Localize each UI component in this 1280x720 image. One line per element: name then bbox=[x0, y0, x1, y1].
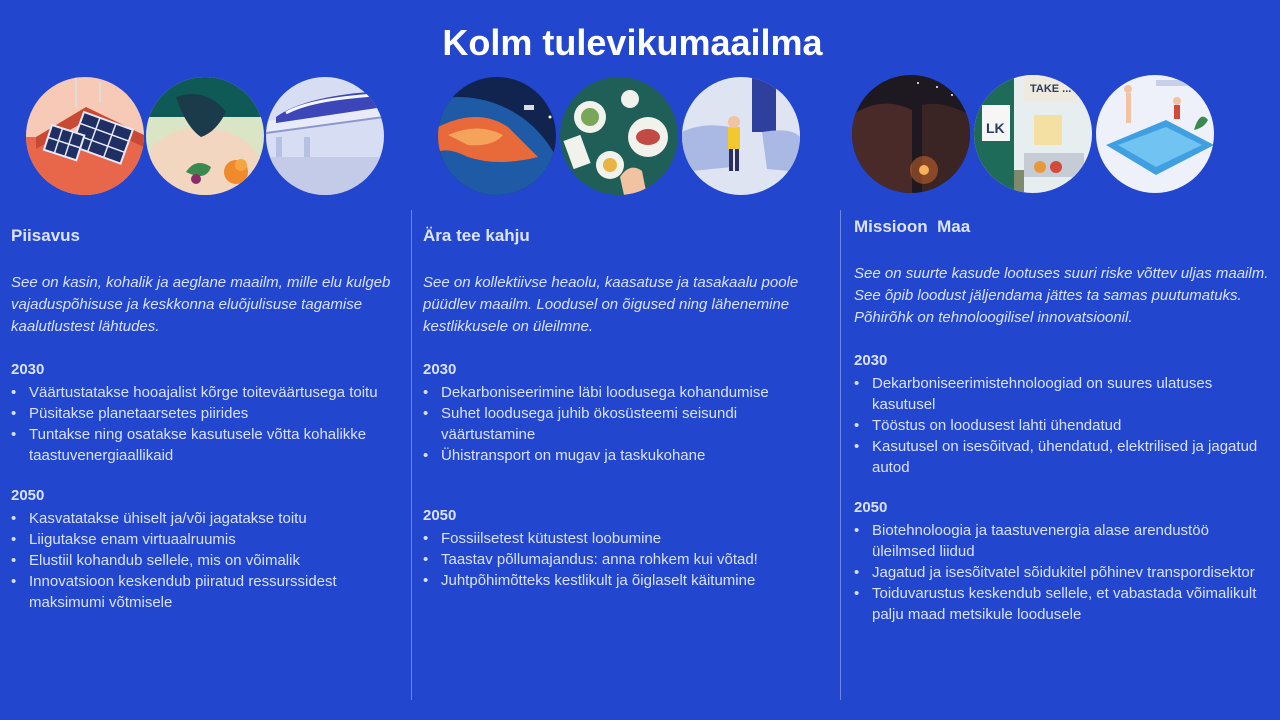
year-label: 2050 bbox=[854, 499, 888, 516]
night-sky-campfire-image bbox=[852, 75, 970, 193]
vehicles-image bbox=[682, 77, 800, 195]
column-missioon-maa bbox=[854, 217, 1269, 645]
column-ara-tee-kahju bbox=[423, 226, 823, 611]
column-heading: Ära tee kahju bbox=[423, 226, 530, 245]
list-item: • Püsitakse planetaarsetes piirides bbox=[11, 403, 411, 424]
supermarket-sign-text: TAKE ... bbox=[1030, 83, 1072, 95]
food-table-image bbox=[560, 77, 678, 195]
list-item: • Elustiil kohandub sellele, mis on võimalik bbox=[11, 550, 411, 571]
column-heading: Missioon Maa bbox=[854, 217, 971, 236]
column-description: See on kollektiivse heaolu, kaasatuse ja tasakaalu poole püüdlev maailm. Loodusel on õigused ning lähenemine kestlikkusele on üleilmne. bbox=[423, 274, 799, 335]
solar-panels-image bbox=[26, 77, 144, 195]
column-divider-2 bbox=[840, 210, 841, 700]
year-label: 2050 bbox=[423, 507, 457, 524]
column-divider-1 bbox=[411, 210, 412, 700]
list-item: • Innovatsioon keskendub piiratud ressurssidest maksimumi võtmisele bbox=[11, 571, 411, 613]
year-label: 2030 bbox=[11, 361, 45, 378]
column-piisavus bbox=[11, 226, 411, 633]
bullet-list bbox=[11, 508, 411, 613]
bullet-list bbox=[11, 382, 411, 466]
bullet-list bbox=[854, 373, 1269, 478]
list-item: • Kasutusel on isesõitvad, ühendatud, elektrilised ja jagatud autod bbox=[854, 436, 1269, 478]
list-item: • Juhtpõhimõtteks kestlikult ja õiglaselt käitumine bbox=[423, 570, 823, 591]
list-item: • Jagatud ja isesõitvatel sõidukitel põhinev transpordisektor bbox=[854, 562, 1269, 583]
column-description: See on kasin, kohalik ja aeglane maailm, mille elu kulgeb vajaduspõhisuse ja keskkonna eluõjulisuse tagamise kaalutlustest lähtudes. bbox=[11, 274, 391, 335]
list-item: • Dekarboniseerimine läbi loodusega kohandumise bbox=[423, 382, 823, 403]
list-item: • Biotehnoloogia ja taastuvenergia alase arendustöö üleilmsed liidud bbox=[854, 520, 1269, 562]
list-item: • Liigutakse enam virtuaalruumis bbox=[11, 529, 411, 550]
year-label: 2030 bbox=[423, 361, 457, 378]
supermarket-image bbox=[974, 75, 1092, 193]
list-item: • Ühistransport on mugav ja taskukohane bbox=[423, 445, 823, 466]
list-item: • Dekarboniseerimistehnoloogiad on suures ulatuses kasutusel bbox=[854, 373, 1269, 415]
train-image bbox=[266, 77, 384, 195]
year-label: 2030 bbox=[854, 352, 888, 369]
bullet-list bbox=[854, 520, 1269, 625]
page-title: Kolm tulevikumaailma bbox=[442, 22, 823, 63]
pool-image bbox=[1096, 75, 1214, 193]
milk-label-text: LK bbox=[986, 120, 1005, 136]
column-heading: Piisavus bbox=[11, 226, 80, 245]
list-item: • Väärtustatakse hooajalist kõrge toiteväärtusega toitu bbox=[11, 382, 411, 403]
bullet-list bbox=[423, 528, 823, 591]
person-with-nature-image bbox=[146, 77, 264, 195]
list-item: • Suhet loodusega juhib ökosüsteemi seisundi väärtustamine bbox=[423, 403, 823, 445]
list-item: • Tuntakse ning osatakse kasutusele võtta kohalikke taastuvenergiaallikaid bbox=[11, 424, 411, 466]
list-item: • Toiduvarustus keskendub sellele, et vabastada võimalikult palju maad metsikule loodusele bbox=[854, 583, 1269, 625]
list-item: • Tööstus on loodusest lahti ühendatud bbox=[854, 415, 1269, 436]
list-item: • Kasvatatakse ühiselt ja/või jagatakse toitu bbox=[11, 508, 411, 529]
column-description: See on suurte kasude lootuses suuri riske võttev uljas maailm. See õpib loodust jäljendama jättes ta samas puutumatuks. Põhirõhk on tehnoloogilisel innovatsioonil. bbox=[854, 265, 1269, 326]
earth-from-space-image bbox=[438, 77, 556, 195]
bullet-list bbox=[423, 382, 823, 466]
list-item: • Taastav põllumajandus: anna rohkem kui võtad! bbox=[423, 549, 823, 570]
year-label: 2050 bbox=[11, 487, 45, 504]
list-item: • Fossiilsetest kütustest loobumine bbox=[423, 528, 823, 549]
